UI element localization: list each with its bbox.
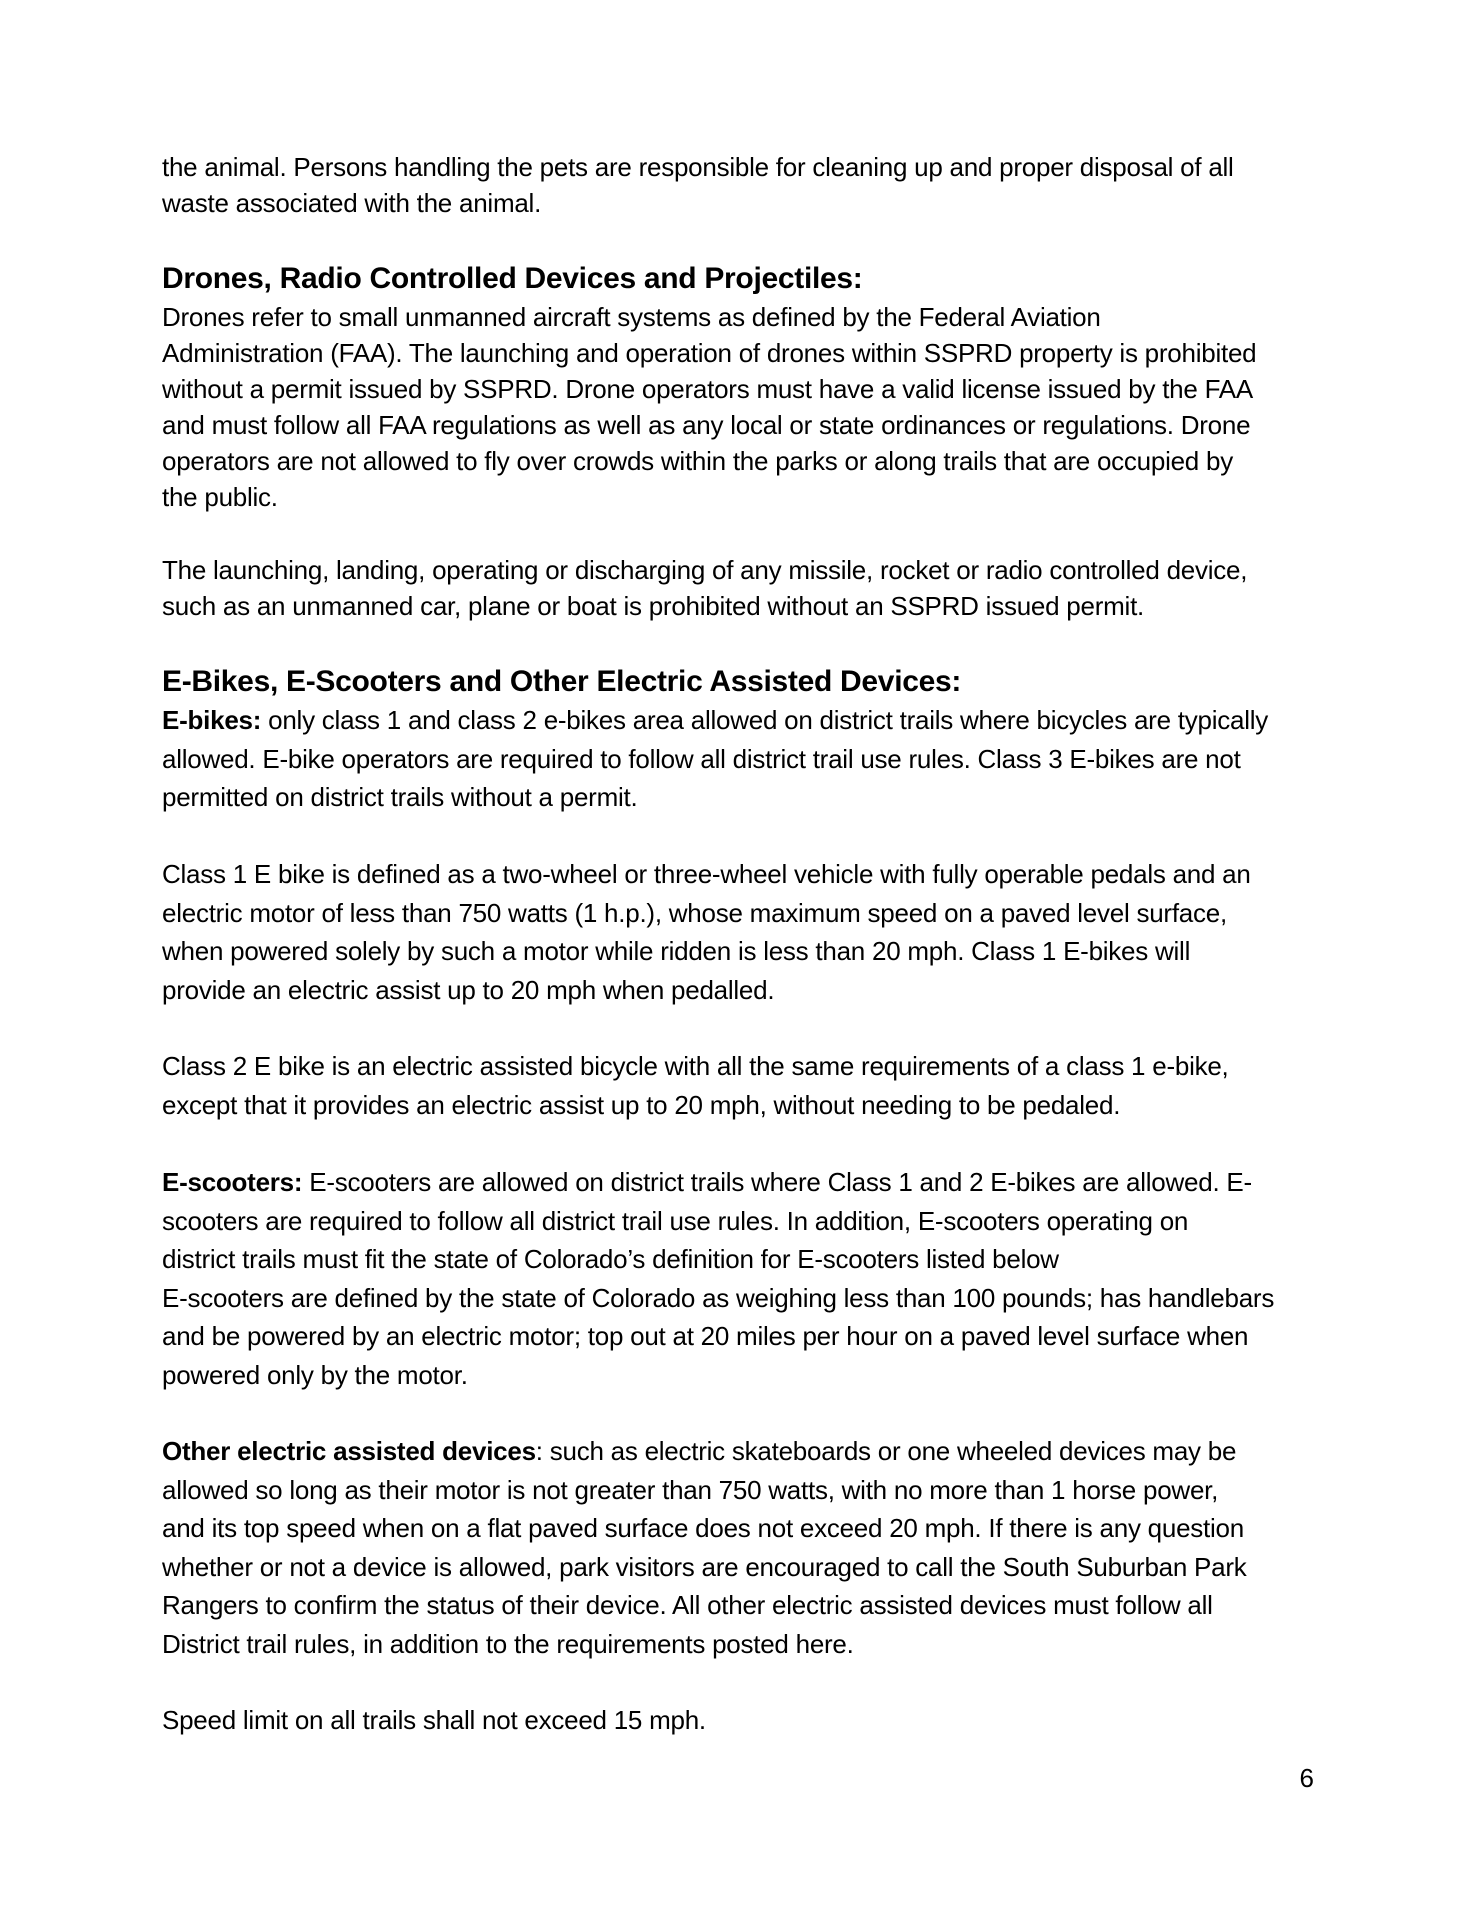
text-line: E-scooters are defined by the state of Colorado as weighing less than 100 pounds; has handlebars (162, 1282, 1275, 1313)
text-line: Speed limit on all trails shall not exceed 15 mph. (162, 1705, 706, 1735)
text-line: the public. (162, 482, 278, 512)
page-number: 6 (1299, 1763, 1314, 1793)
ebikes-heading: E-Bikes, E-Scooters and Other Electric Assisted Devices: (162, 665, 962, 698)
text-line: whether or not a device is allowed, park visitors are encouraged to call the South Suburban Park (162, 1551, 1247, 1582)
drones-paragraph-2 (162, 552, 1332, 624)
text-line: Administration (FAA). The launching and operation of drones within SSPRD property is prohibited (162, 338, 1257, 368)
text-line: such as an unmanned car, plane or boat is prohibited without an SSPRD issued permit. (162, 591, 1145, 621)
text-line: district trails must fit the state of Colorado’s definition for E-scooters listed below (162, 1244, 1059, 1274)
text-line: the animal. Persons handling the pets are responsible for cleaning up and proper disposal of all (162, 152, 1234, 182)
text-line: provide an electric assist up to 20 mph when pedalled. (162, 974, 775, 1005)
class2-paragraph (162, 1047, 1332, 1124)
ebikes-label: E-bikes: (162, 705, 262, 735)
text-line: and must follow all FAA regulations as well as any local or state ordinances or regulations. Drone (162, 410, 1251, 440)
text-line: waste associated with the animal. (162, 188, 542, 218)
other-devices-label: Other electric assisted devices (162, 1436, 536, 1466)
text-line (162, 1432, 1332, 1471)
text-line: scooters are required to follow all district trail use rules. In addition, E-scooters operating on (162, 1205, 1189, 1236)
text-line: operators are not allowed to fly over crowds within the parks or along trails that are occupied by (162, 446, 1233, 476)
ebikes-paragraph (162, 701, 1332, 817)
ebikes-text: only class 1 and class 2 e-bikes area allowed on district trails where bicycles are typically (261, 705, 1268, 735)
text-line: Rangers to confirm the status of their device. All other electric assisted devices must follow all (162, 1590, 1213, 1620)
text-line (162, 701, 1332, 740)
text-line: Drones refer to small unmanned aircraft systems as defined by the Federal Aviation (162, 302, 1101, 332)
text-line: electric motor of less than 750 watts (1 h.p.), whose maximum speed on a paved level surface, (162, 897, 1227, 928)
text-line: allowed so long as their motor is not greater than 750 watts, with no more than 1 horse power, (162, 1474, 1219, 1505)
text-line: District trail rules, in addition to the requirements posted here. (162, 1628, 854, 1659)
text-line: powered only by the motor. (162, 1359, 468, 1390)
text-line: Class 1 E bike is defined as a two-wheel or three-wheel vehicle with fully operable pedals and an (162, 859, 1251, 889)
escooters-label: E-scooters: (162, 1167, 303, 1197)
speed-limit-paragraph (162, 1701, 1332, 1740)
escooters-text: E-scooters are allowed on district trails where Class 1 and 2 E-bikes are allowed. E- (302, 1167, 1252, 1197)
intro-paragraph (162, 149, 1332, 221)
text-line: when powered solely by such a motor while ridden is less than 20 mph. Class 1 E-bikes will (162, 936, 1191, 966)
text-line: without a permit issued by SSPRD. Drone operators must have a valid license issued by the FAA (162, 374, 1253, 404)
class1-paragraph (162, 855, 1332, 1009)
other-devices-paragraph (162, 1432, 1332, 1663)
other-devices-text: : such as electric skateboards or one wheeled devices may be (535, 1436, 1237, 1466)
text-line (162, 1163, 1332, 1202)
text-line: Class 2 E bike is an electric assisted bicycle with all the same requirements of a class 1 e-bike, (162, 1051, 1229, 1081)
text-line: The launching, landing, operating or discharging of any missile, rocket or radio controlled device, (162, 555, 1248, 585)
text-line: permitted on district trails without a permit. (162, 782, 638, 812)
text-line: except that it provides an electric assist up to 20 mph, without needing to be pedaled. (162, 1089, 1121, 1120)
drones-heading: Drones, Radio Controlled Devices and Projectiles: (162, 262, 863, 295)
escooters-paragraph (162, 1163, 1332, 1394)
text-line: allowed. E-bike operators are required to follow all district trail use rules. Class 3 E-bikes are not (162, 743, 1241, 774)
text-line: and its top speed when on a flat paved surface does not exceed 20 mph. If there is any question (162, 1513, 1244, 1543)
text-line: and be powered by an electric motor; top out at 20 miles per hour on a paved level surface when (162, 1321, 1249, 1351)
drones-paragraph-1 (162, 299, 1332, 515)
